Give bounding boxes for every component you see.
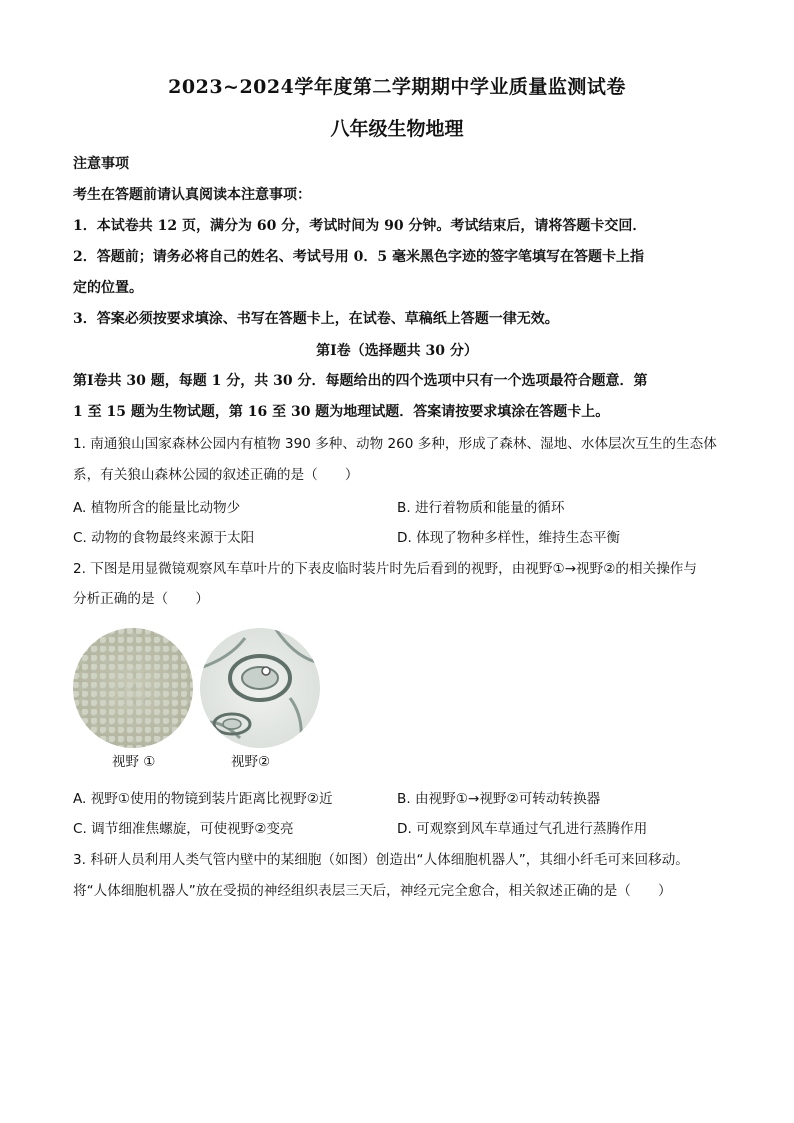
- q1-option-a: A. 植物所含的能量比动物少: [73, 500, 241, 516]
- notes-line-2a: 2．答题前；请务必将自己的姓名、考试号用 0．5 毫米黑色字迹的签字笔填写在答题卡上指: [73, 249, 644, 265]
- notes-line-3: 3．答案必须按要求填涂、书写在答题卡上，在试卷、草稿纸上答题一律无效。: [73, 311, 559, 327]
- q2-option-a: A. 视野①使用的物镜到装片距离比视野②近: [73, 791, 333, 807]
- section-desc-b: 1 至 15 题为生物试题，第 16 至 30 题为地理试题．答案请按要求填涂在答题卡上。: [73, 404, 610, 420]
- exam-title: 2023~2024学年度第二学期期中学业质量监测试卷: [168, 76, 626, 98]
- notes-heading: 注意事项: [73, 156, 129, 172]
- section-title: 第Ⅰ卷（选择题共 30 分）: [316, 343, 478, 359]
- q2-text-b: 分析正确的是（ ）: [73, 591, 209, 607]
- microscope-view-1-image: [73, 628, 193, 748]
- notes-intro: 考生在答题前请认真阅读本注意事项：: [73, 187, 311, 203]
- view-2-caption: 视野②: [231, 754, 271, 770]
- microscope-view-2-image: [200, 628, 320, 748]
- q1-text-a: 1. 南通狼山国家森林公园内有植物 390 多种、动物 260 多种，形成了森林、湿地、水体层次互生的生态体: [73, 436, 717, 452]
- notes-line-2b: 定的位置。: [73, 280, 143, 296]
- q2-option-d: D. 可观察到风车草通过气孔进行蒸腾作用: [397, 821, 648, 837]
- exam-subtitle: 八年级生物地理: [330, 118, 464, 140]
- section-desc-a: 第Ⅰ卷共 30 题，每题 1 分，共 30 分．每题给出的四个选项中只有一个选项最符合题意．第: [73, 373, 648, 389]
- q2-option-c: C. 调节细准焦螺旋，可使视野②变亮: [73, 821, 294, 837]
- notes-line-1: 1．本试卷共 12 页，满分为 60 分，考试时间为 90 分钟。考试结束后，请将答题卡交回．: [73, 218, 647, 234]
- q3-text-b: 将“人体细胞机器人”放在受损的神经组织表层三天后，神经元完全愈合，相关叙述正确的是（ ）: [73, 883, 672, 899]
- q3-text-a: 3. 科研人员利用人类气管内壁中的某细胞（如图）创造出“人体细胞机器人”，其细小纤毛可来回移动。: [73, 852, 689, 868]
- q1-option-d: D. 体现了物种多样性，维持生态平衡: [397, 530, 621, 546]
- q2-option-b: B. 由视野①→视野②可转动转换器: [397, 791, 601, 807]
- q1-text-b: 系，有关狼山森林公园的叙述正确的是（ ）: [73, 467, 359, 483]
- q1-option-b: B. 进行着物质和能量的循环: [397, 500, 565, 516]
- q2-text-a: 2. 下图是用显微镜观察风车草叶片的下表皮临时装片时先后看到的视野，由视野①→视野②的相关操作与: [73, 561, 697, 577]
- view-1-caption: 视野 ①: [112, 754, 156, 770]
- q1-option-c: C. 动物的食物最终来源于太阳: [73, 530, 255, 546]
